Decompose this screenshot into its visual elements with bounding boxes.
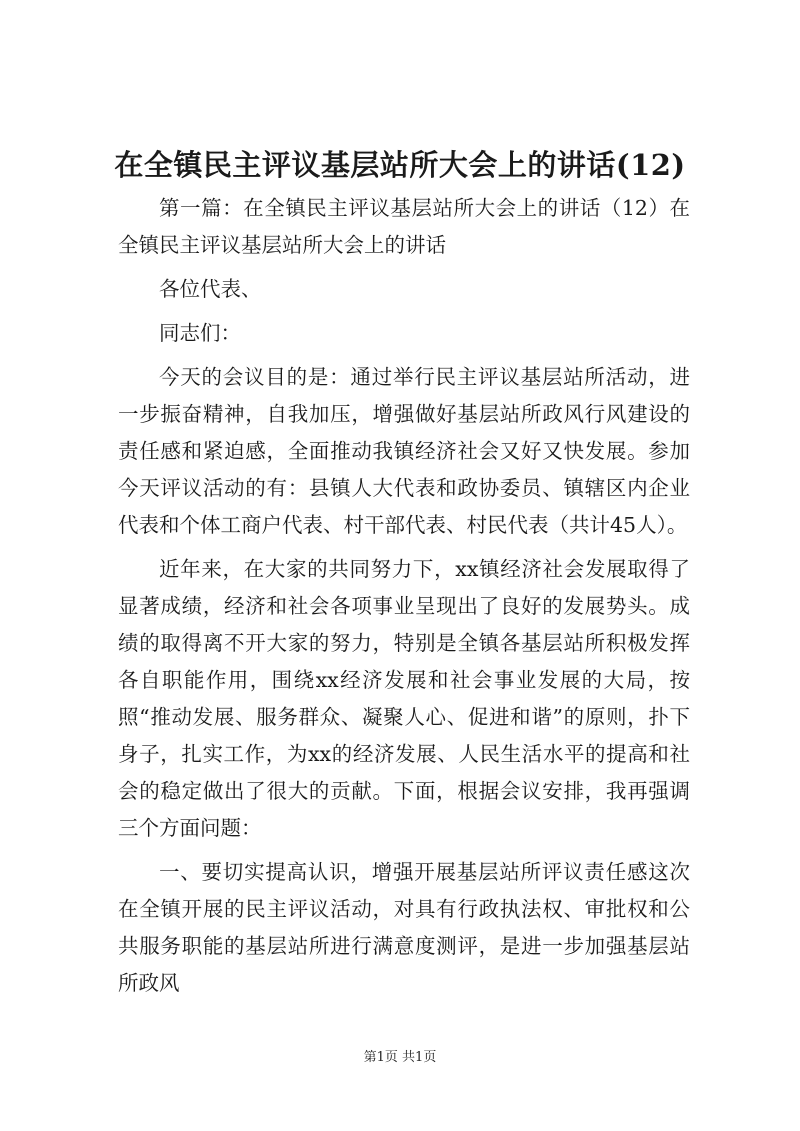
document-title: 在全镇民主评议基层站所大会上的讲话(12)	[114, 148, 686, 182]
paragraph-achievements: 近年来，在大家的共同努力下，xx镇经济社会发展取得了显著成绩，经济和社会各项事业呈现出了良好的发展势头。成绩的取得离不开大家的努力，特别是全镇各基层站所积极发挥各自职能作用，围绕xx经济发展和社会事业发展的大局，按照“推动发展、服务群众、凝聚人心、促进和谐”的原则，扑下身子，扎实工作，为xx的经济发展、人民生活水平的提高和社会的稳定做出了很大的贡献。下面，根据会议安排，我再强调三个方面问题：	[118, 557, 690, 840]
paragraph-intro: 第一篇：在全镇民主评议基层站所大会上的讲话（12）在全镇民主评议基层站所大会上的讲话	[118, 196, 690, 257]
paragraph-point-one: 一、要切实提高认识，增强开展基层站所评议责任感这次在全镇开展的民主评议活动，对具有行政执法权、审批权和公共服务职能的基层站所进行满意度测评，是进一步加强基层站所政风	[118, 860, 690, 995]
document-body	[118, 190, 690, 1002]
paragraph-purpose: 今天的会议目的是：通过举行民主评议基层站所活动，进一步振奋精神，自我加压，增强做好基层站所政风行风建设的责任感和紧迫感，全面推动我镇经济社会又好又快发展。参加今天评议活动的有：县镇人大代表和政协委员、镇辖区内企业代表和个体工商户代表、村干部代表、村民代表（共计45人）。	[118, 365, 690, 537]
paragraph-salutation-2: 同志们：	[159, 321, 241, 345]
paragraph-salutation-1: 各位代表、	[159, 277, 262, 301]
page-footer: 第1页 共1页	[363, 1050, 437, 1065]
